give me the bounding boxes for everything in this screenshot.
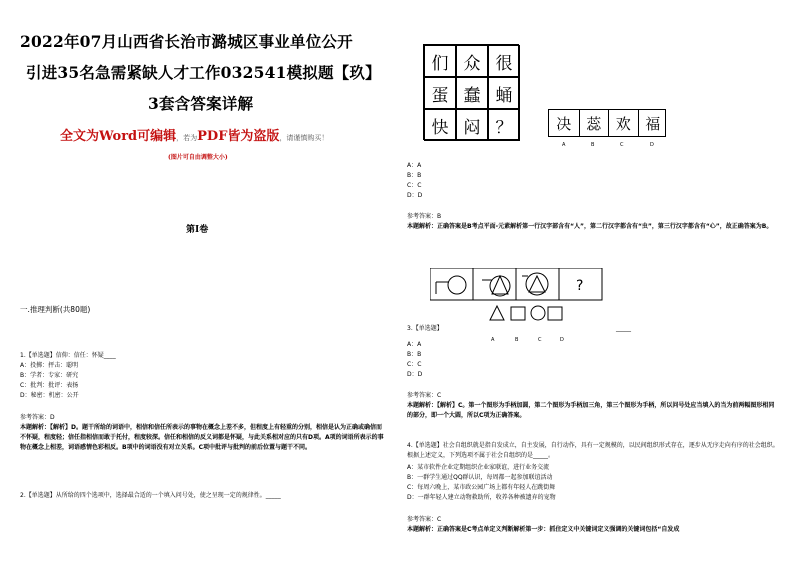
shape-sequence-figure	[430, 268, 610, 338]
q4-stem: 4.【单选题】社会自组织就是指自发成立，自主发展，自行动作，具有一定规模的，以民间组织形式存在，逐步从无序走向有序的社会组织。根据上述定义，下列选项不属于社会自组织的是_____。	[407, 442, 779, 459]
seq-box-2	[482, 276, 510, 296]
fig1-answer-label: 参考答案：	[407, 213, 438, 220]
grid-cell: 蛋	[424, 77, 456, 109]
q1-answer-label: 参考答案：	[20, 414, 51, 421]
char-options	[548, 109, 666, 137]
q3-stem: 3.【单选题】	[407, 325, 443, 332]
section-heading: 一.推理判断(共80题)	[20, 305, 91, 314]
char-option: 福	[638, 110, 668, 136]
q4-answer-value: C	[437, 516, 442, 523]
q3-explanation	[407, 401, 777, 421]
grid-cell: 很	[488, 45, 520, 77]
char-option-label-d: D	[650, 142, 654, 148]
q4-answer-label: 参考答案：	[407, 516, 438, 523]
grid-cell-question-mark: ？	[488, 109, 520, 141]
q1-answer-value: D	[50, 414, 55, 421]
grid-cell: 闷	[456, 109, 488, 141]
q3-exp-label: 本题解析：	[407, 402, 438, 409]
copyright-note	[60, 125, 328, 144]
grid-cell: 快	[424, 109, 456, 141]
fig1-exp-label: 本题解析：	[407, 223, 438, 230]
q4-option-d: D：一群年轻人建立动物救助所，收养各种被遗弃的宠物	[407, 494, 556, 501]
seq-box-1	[436, 276, 466, 294]
fig1-explanation	[407, 222, 777, 232]
note-pirate: PDF皆为盗版	[197, 129, 280, 144]
q3-choice-b: B：B	[407, 351, 422, 358]
shape-option-label-d: D	[560, 337, 564, 343]
q4-answer	[407, 515, 441, 525]
volume-heading: 第I卷	[186, 225, 209, 235]
q1-stem: 1.【单选题】信仰：信任：怀疑____	[20, 352, 116, 359]
q4-option-b: B：一群学生通过QQ群认识，每周都一起参加联谊活动	[407, 474, 553, 481]
shape-option-label-a: A	[491, 337, 495, 343]
q3-choice-a: A：A	[407, 341, 422, 348]
doc-title-line-2: 引进35名急需紧缺人才工作032541模拟题【玖】	[26, 63, 381, 82]
note-caution: ，请谨慎购买！	[279, 134, 329, 142]
q1-answer	[20, 413, 55, 423]
char-option-label-c: C	[620, 142, 624, 148]
q4-explanation	[407, 525, 779, 535]
q4-option-a: A：某市软件企业定期组织企业家联谊，进行业务交流	[407, 464, 550, 471]
q1-option-b: B：学者：专家：研究	[20, 372, 79, 379]
char-option: 蕊	[579, 110, 609, 136]
char-option: 欢	[608, 110, 638, 136]
fig1-exp-text: 正确答案是B考点平面-元素解析第一行汉字部含有“人”，第二行汉字都含有“虫”，第三行汉字都含有“心”，故正确答案为B。	[437, 223, 773, 230]
q3-choice-c: C：C	[407, 361, 422, 368]
q4-option-c: C：每周六晚上，某市政公园广场上都有年轻人在跳街舞	[407, 484, 556, 491]
grid-cell: 蛹	[488, 77, 520, 109]
q1-exp-bold: 【解析】	[50, 424, 72, 431]
q1-option-d: D：秘密：机密：公开	[20, 392, 79, 399]
seq-box-3	[522, 273, 548, 295]
q1-explanation	[20, 423, 385, 453]
shape-option-label-b: B	[515, 337, 519, 343]
fig1-choice-a: A：A	[407, 162, 422, 169]
seq-question-mark: ?	[576, 278, 584, 294]
doc-title-line-1: 2022年07月山西省长治市潞城区事业单位公开	[20, 32, 353, 51]
q4-exp-label: 本题解析：	[407, 526, 438, 533]
fig1-answer-value: B	[437, 213, 442, 220]
fig1-choice-d: D：D	[407, 192, 423, 199]
q1-option-a: A：投掷：抨击：聪明	[20, 362, 79, 369]
q2-stem: 2.【单选题】从所给的四个选项中，选择最合适的一个填入问号处，使之呈现一定的规律性。_____	[20, 492, 281, 499]
q1-exp-text: D。题干所给的词语中，相信和信任所表示的事物在概念上差不多，但程度上有轻重的分别，相信是认为正确或确信而不怀疑，程度轻；信任指相信而敢于托付，程度较深。信任和相信的反义词都是怀疑，与此关系相对应的只有D项。A项的词语所表示的事物在概念上相差，词语感情色彩相反。B项中的词语没有对立关系。C项中批评与批判的前后位置与题干不同。	[20, 424, 384, 451]
q3-answer	[407, 391, 441, 401]
image-resize-note: (图片可自由调整大小)	[168, 154, 228, 161]
q3-exp-text: C。第一个图形为手柄加圆，第二个图形为手柄加三角，第三个图形为手柄，所以问号处应当填入的当为前两幅图形相同的部分，即一个大圆，所以C项为正确答案。	[407, 402, 775, 419]
q4-exp-text: 正确答案是C考点单定义判断解析第一步：抓住定义中关键词定义强调的关键词包括“自发成	[437, 526, 680, 533]
q3-blank: _____	[616, 325, 631, 332]
grid-cell: 蠢	[456, 77, 488, 109]
shape-options	[490, 306, 562, 320]
q3-choice-d: D：D	[407, 371, 423, 378]
char-option-label-b: B	[591, 142, 595, 148]
shape-option-label-c: C	[538, 337, 542, 343]
q1-option-c: C：批判：批评：表扬	[20, 382, 79, 389]
fig1-choice-b: B：B	[407, 172, 422, 179]
char-option-label-a: A	[562, 142, 566, 148]
char-grid	[423, 44, 519, 140]
q3-answer-label: 参考答案：	[407, 392, 438, 399]
fig1-choice-c: C：C	[407, 182, 422, 189]
q3-answer-value: C	[437, 392, 442, 399]
q3-exp-bold: 【解析】	[437, 402, 459, 409]
doc-title-line-3: 3套含答案详解	[148, 94, 254, 113]
char-option: 决	[556, 114, 572, 133]
note-editable: 全文为Word可编辑	[60, 129, 177, 144]
grid-cell: 们	[424, 45, 456, 77]
grid-cell: 众	[456, 45, 488, 77]
q1-exp-label: 本题解析：	[20, 424, 51, 431]
fig1-answer	[407, 212, 441, 222]
note-connector: ，若为	[176, 134, 198, 142]
